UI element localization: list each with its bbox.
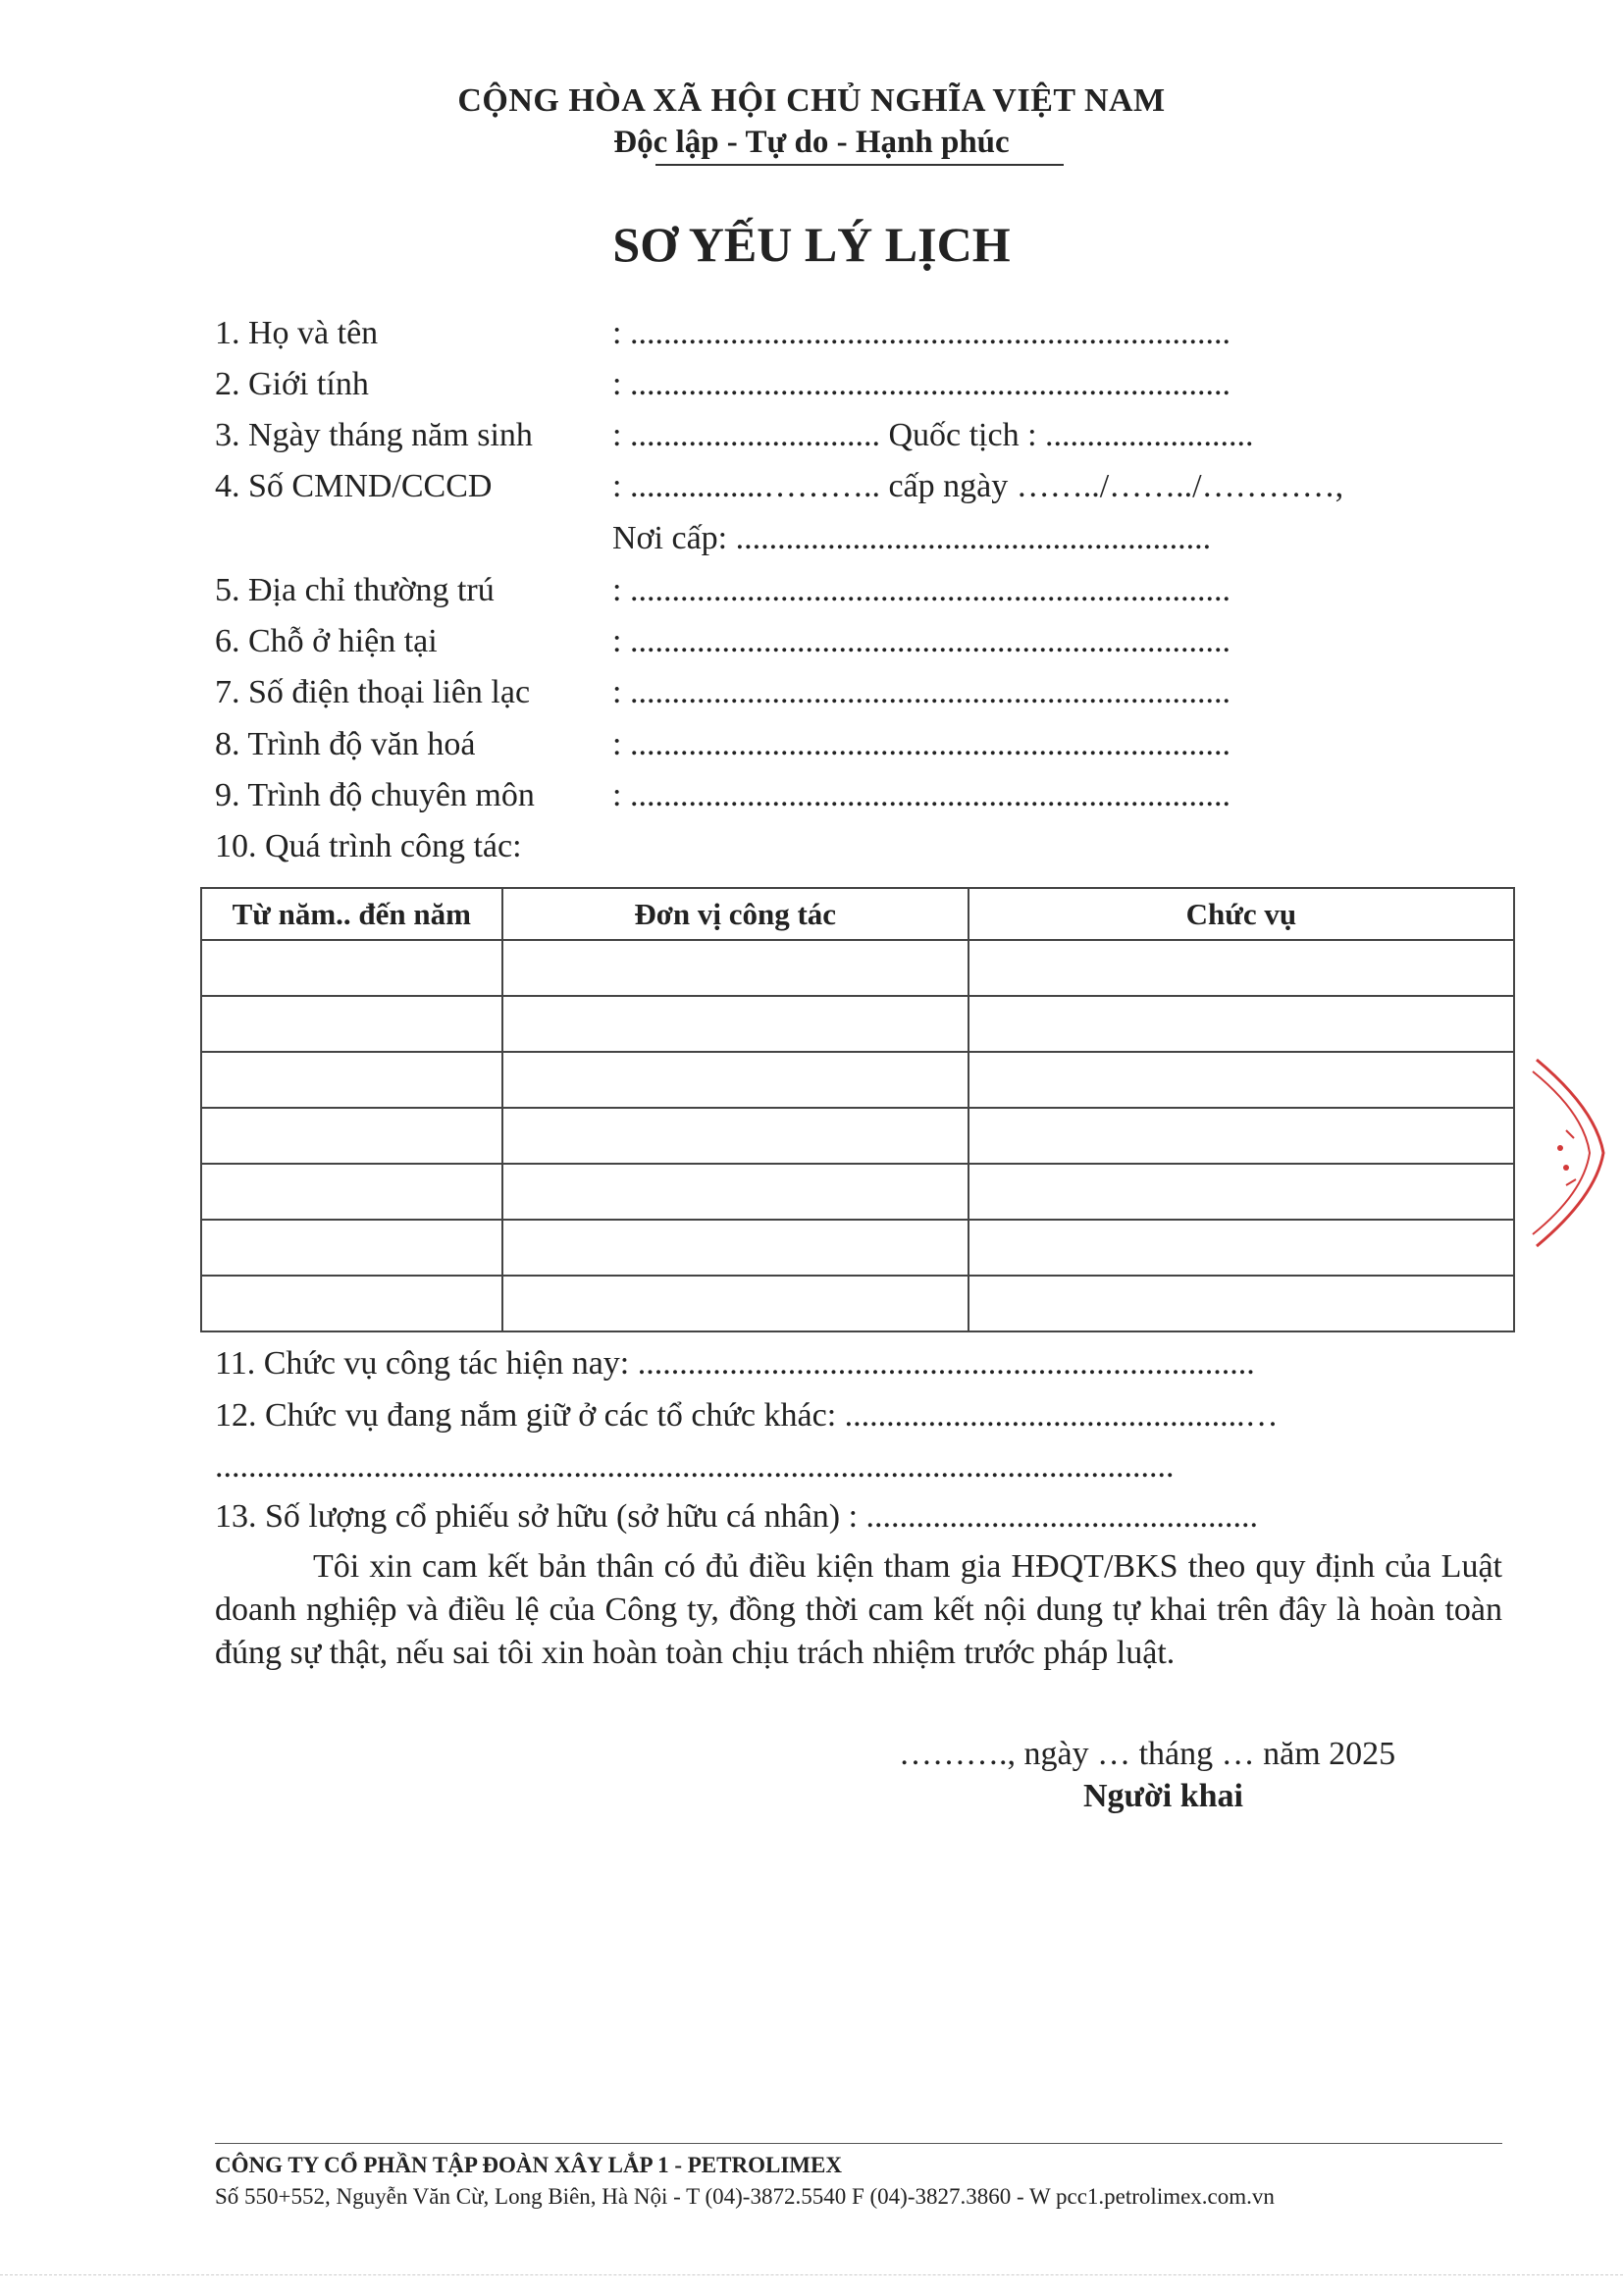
table-cell[interactable]	[969, 1052, 1514, 1108]
table-cell[interactable]	[969, 1276, 1514, 1331]
nation-header: CỘNG HÒA XÃ HỘI CHỦ NGHĨA VIỆT NAM	[457, 82, 1166, 119]
table-cell[interactable]	[969, 940, 1514, 996]
field-share-ownership[interactable]: 13. Số lượng cổ phiếu sở hữu (sở hữu cá nhân) : ...............................................	[215, 1498, 1259, 1535]
motto-header: Độc lập - Tự do - Hạnh phúc	[613, 125, 1010, 160]
field-label-birth-date: 3. Ngày tháng năm sinh	[215, 417, 533, 453]
table-cell[interactable]	[502, 1276, 969, 1331]
field-label-gender: 2. Giới tính	[215, 366, 369, 402]
field-label-current-residence: 6. Chỗ ở hiện tại	[215, 623, 438, 659]
table-header-row	[201, 888, 1514, 940]
table-cell[interactable]	[969, 996, 1514, 1052]
footer-address: Số 550+552, Nguyễn Văn Cừ, Long Biên, Hà Nội - T (04)-3872.5540 F (04)-3827.3860 - W pcc1.petrolimex.com.vn	[215, 2184, 1275, 2209]
field-value-issue-place[interactable]: Nơi cấp: .........................................................	[612, 520, 1212, 556]
work-history-table	[200, 887, 1515, 1332]
signer-role: Người khai	[1083, 1778, 1243, 1814]
table-row	[201, 1276, 1514, 1331]
field-other-positions[interactable]: 12. Chức vụ đang nắm giữ ở các tổ chức khác: ................................................…	[215, 1397, 1279, 1434]
footer-divider	[215, 2143, 1502, 2144]
field-value-id-number[interactable]: : ................……….. cấp ngày ……../……../…………,	[612, 468, 1344, 504]
table-cell[interactable]	[201, 1108, 502, 1164]
field-label-id-number: 4. Số CMND/CCCD	[215, 468, 493, 504]
table-cell[interactable]	[502, 940, 969, 996]
table-row	[201, 1052, 1514, 1108]
table-cell[interactable]	[201, 940, 502, 996]
field-value-permanent-address[interactable]: : ........................................................................	[612, 572, 1230, 608]
table-cell[interactable]	[201, 1276, 502, 1331]
field-label-phone: 7. Số điện thoại liên lạc	[215, 674, 531, 710]
table-cell[interactable]	[201, 996, 502, 1052]
page-edge-line	[0, 2274, 1623, 2275]
field-value-phone[interactable]: : ........................................................................	[612, 674, 1230, 710]
field-value-current-residence[interactable]: : ........................................................................	[612, 623, 1230, 659]
table-row	[201, 940, 1514, 996]
table-row	[201, 1108, 1514, 1164]
field-label-work-history: 10. Quá trình công tác:	[215, 828, 522, 864]
footer-company: CÔNG TY CỔ PHẦN TẬP ĐOÀN XÂY LẮP 1 - PETROLIMEX	[215, 2153, 842, 2177]
field-other-positions-continued[interactable]: ...................................................................................................................	[215, 1448, 1175, 1485]
motto-underline	[655, 164, 1064, 166]
table-cell[interactable]	[502, 1052, 969, 1108]
table-cell[interactable]	[969, 1164, 1514, 1220]
field-label-education: 8. Trình độ văn hoá	[215, 726, 476, 762]
signature-date: ………., ngày … tháng … năm 2025	[899, 1736, 1396, 1772]
stamp-mark	[1527, 1050, 1623, 1256]
column-header-position: Chức vụ	[969, 888, 1514, 940]
table-cell[interactable]	[502, 1220, 969, 1276]
table-cell[interactable]	[201, 1164, 502, 1220]
field-value-birth-date[interactable]: : .............................. Quốc tịch : .........................	[612, 417, 1254, 453]
table-cell[interactable]	[969, 1108, 1514, 1164]
field-label-permanent-address: 5. Địa chỉ thường trú	[215, 572, 495, 608]
table-row	[201, 996, 1514, 1052]
table-cell[interactable]	[502, 996, 969, 1052]
table-cell[interactable]	[502, 1108, 969, 1164]
document-title: SƠ YẾU LÝ LỊCH	[612, 217, 1011, 272]
column-header-period: Từ năm.. đến năm	[201, 888, 502, 940]
column-header-unit: Đơn vị công tác	[502, 888, 969, 940]
table-cell[interactable]	[201, 1052, 502, 1108]
field-value-full-name[interactable]: : ........................................................................	[612, 315, 1230, 351]
field-label-full-name: 1. Họ và tên	[215, 315, 379, 351]
field-label-professional-level: 9. Trình độ chuyên môn	[215, 777, 535, 813]
table-cell[interactable]	[201, 1220, 502, 1276]
commitment-paragraph: Tôi xin cam kết bản thân có đủ điều kiện tham gia HĐQT/BKS theo quy định của Luật doanh nghiệp và điều lệ của Công ty, đồng thời cam kết nội dung tự khai trên đây là hoàn toàn đúng sự thật, nếu sai tôi xin hoàn toàn chịu trách nhiệm trước pháp luật.	[215, 1548, 1502, 1671]
field-value-professional-level[interactable]: : ........................................................................	[612, 777, 1230, 813]
table-cell[interactable]	[969, 1220, 1514, 1276]
table-row	[201, 1220, 1514, 1276]
field-current-position[interactable]: 11. Chức vụ công tác hiện nay: ..........................................................................	[215, 1345, 1255, 1382]
field-value-gender[interactable]: : ........................................................................	[612, 366, 1230, 402]
field-value-education[interactable]: : ........................................................................	[612, 726, 1230, 762]
table-row	[201, 1164, 1514, 1220]
table-cell[interactable]	[502, 1164, 969, 1220]
